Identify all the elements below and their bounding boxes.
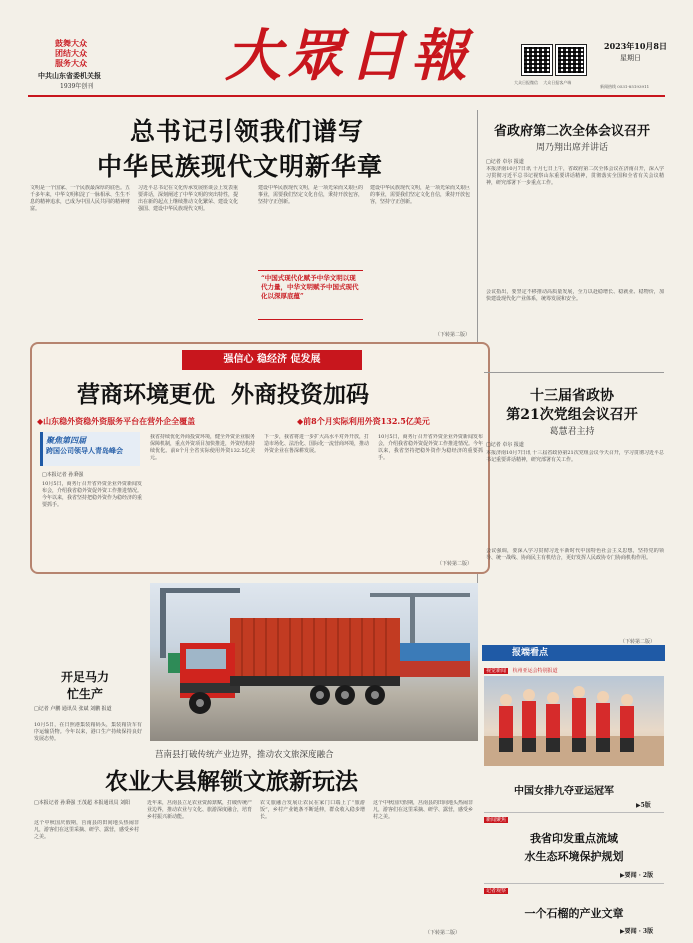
right-mid-paragraph-2: 会议强调，要深入学习贯彻习近平新时代中国特色社会主义思想，坚持党的领导、统一战线、协商民主有机结合，更好发挥人民政协专门协商机构作用。 [486,548,664,561]
slogan-3: 服务大众 [55,58,87,68]
bottom-paragraph-2: 近年来，莒南县立足农业资源禀赋，打破传统产业边界，推动农业与文化、旅游深度融合，培育乡村振兴新动能。 [147,800,252,820]
right-top-body [486,166,664,366]
right-mid-paragraph-1: 本报济南10月7日讯 十三届省政协第21次党组会议今天召开，学习贯彻习近平总书记重要讲话精神，研究部署有关工作。 [486,450,664,463]
feature-subtitle-right [297,416,430,427]
masthead-founded: 1939年创刊 [60,83,94,90]
sidebar-item2-page: ▶要闻 · 2版 [620,872,654,879]
sidebar-item3-page-text: 要闻 · 3版 [624,928,654,935]
pullquote-text: “中国式现代化赋予中华文明以现代力量，中华文明赋予中国式现代化以深厚底蕴” [261,274,359,300]
photo-story-byline: □记者 卢鹏 通讯员 张斌 刘鹏 报道 [34,706,112,712]
photo-story-caption: 10月5日，在日照港集装箱码头，集装箱货车有序运输货物。今年以来，港口生产持续保持良好发展态势。 [34,722,142,742]
feature-sub-left-text: 山东稳外资稳外资服务平台在营外企全覆盖 [43,416,196,426]
feature-subtitle-left [37,416,195,427]
sidebar-item2-title-line1: 我省印发重点流域 [530,832,618,845]
qr-code-app [556,45,586,75]
feature-paragraph-3: 下一步，我省将进一步扩大高水平对外开放，打造市场化、法治化、国际化一流营商环境，推动外资企业在鲁深耕发展。 [264,434,369,454]
masthead-date: 2023年10月8日 [604,41,667,51]
lead-paragraph-3: 建设中华民族现代文明，是一项光荣而又艰巨的事业，需要我们坚定文化自信，秉持开放包容，坚持守正创新。 [258,185,363,205]
feature-end-mark: （下转第二版） [437,561,473,567]
feature-byline: □本报记者 孙秉强 [42,472,84,478]
feature-sub-right-text: 前8个月实际利用外资132.5亿美元 [303,416,430,426]
masthead-title: 大眾日報 [225,23,473,89]
right-mid-rule [484,372,664,373]
feature-box [30,342,490,574]
sidebar-item1-tag: 视觉新闻 [486,668,507,674]
slogan-2: 团结大众 [55,48,87,58]
right-top-subtitle: 周乃翔出席并讲话 [535,143,608,153]
summit-logo-line2: 跨国公司领导人青岛峰会 [46,446,123,455]
sidebar-item1-sublabel: 杭州亚运会特别报道 [512,668,558,674]
sidebar-item3-page: ▶要闻 · 3版 [620,928,654,935]
right-mid-title-line1: 十三届省政协 [530,388,614,404]
photo-story-title-line2: 忙生产 [66,687,103,701]
right-top-byline: □记者 卓尔 报道 [486,159,524,165]
lead-paragraph-2: 习近平总书记在文化传承发展座谈会上发表重要讲话，深刻阐述了中华文明的突出特性，提出在新的起点上继续推动文化繁荣、建设文化强国、建设中华民族现代文明。 [138,185,238,212]
bottom-title: 农业大县解锁文旅新玩法 [105,768,358,795]
right-mid-subtitle: 葛慧君主持 [549,427,595,437]
bullet-icon: ◆ [37,416,44,426]
sidebar-item1-page: ▶5版 [636,802,651,809]
right-top-title: 省政府第二次全体会议召开 [493,124,650,139]
sidebar-rule-2 [484,883,664,884]
sidebar-item3-title: 一个石榴的产业文章 [524,907,624,920]
sidebar-item2-title-line2: 水生态环境保护规划 [524,850,624,863]
bottom-byline: □本报记者 孙秉强 王茂超 本报通讯员 刘阳 [34,800,131,806]
lead-paragraph-3b: 建设中华民族现代文明，是一项光荣而又艰巨的事业，需要我们坚定文化自信，秉持开放包容，坚持守正创新。 [370,185,470,205]
qr-label-app: 大众日报客户端 [543,80,572,85]
right-mid-title-line2: 第21次党组会议召开 [506,407,638,423]
sidebar-section-tag-text: 报端看点 [512,648,549,658]
sidebar-item1-label [484,667,558,674]
masthead-slogans [55,38,115,68]
bottom-kicker: 莒南县打破传统产业边界，推动农文旅深度融合 [155,750,334,760]
right-mid-body [486,450,664,640]
feature-paragraph-2: 我省持续优化外商投资环境，健全外资企业服务保障机制，重点外资项目加快推进，外资结构持续优化。前8个月全省实际使用外资132.5亿美元。 [150,434,255,461]
volleyball-team-illustration [484,676,664,766]
lead-title-line1: 总书记引领我们谱写 [130,117,365,146]
feature-title: 营商环境更优 外商投资加码 [77,381,370,408]
volleyball-photo [484,676,664,766]
bottom-paragraph-1b: 这个中秋国庆假期，莒南县的田间地头热闹非凡，游客们在这里采摘、研学、露营，感受乡村之美。 [373,800,473,820]
qr-code-weixin [522,45,552,75]
slogan-1: 鼓舞大众 [55,38,87,48]
feature-banner: 强信心 稳经济 促发展 [182,350,362,370]
lead-title-line2: 中华民族现代文明新华章 [97,152,384,181]
right-mid-byline: □记者 卓尔 报道 [486,442,524,448]
masthead [0,0,693,95]
lead-pullquote [258,270,363,320]
masthead-phone: 新闻热线 0531-85193911 [600,84,650,89]
summit-logo [40,432,140,466]
lead-paragraph-1: 文明是一个国家、一个民族最深厚的底色。五千多年来，中华文明积淀了一脉相承、生生不息的精神追求，已成为中国人民共同的精神财富。 [30,185,130,212]
right-top-paragraph-1: 本报济南10月7日讯 十月七日上午，省政府第二次全体会议在济南召开，深入学习贯彻习近平总书记视察山东重要讲话精神，贯彻落实全国和全省有关会议精神，研究部署下一步重点工作。 [486,166,664,186]
truck-container-illustration [150,583,478,741]
sidebar-section-tag [482,645,665,661]
bottom-end-mark: （下转第二版） [425,930,461,936]
lead-body [30,185,470,340]
sidebar-rule-1 [484,812,664,813]
feature-paragraph-1: 10月5日，商务厅召开省外资企业外资新闻发布会，介绍我省稳外资促外资工作推进情况。今年以来，我省坚持把稳外资作为稳经济的重要抓手。 [42,481,142,508]
sidebar-item2-page-text: 要闻 · 2版 [624,872,654,879]
bottom-paragraph-3: 农文旅融合发展让农民在家门口端上了“旅游饭”，乡村产业链条不断延伸，群众收入稳步增长。 [260,800,365,820]
bullet-icon: ◆ [297,416,304,426]
port-photo [150,583,478,741]
sidebar-item2-label: 新闻聚焦 [486,817,507,823]
masthead-rule [28,95,665,97]
sidebar-item1-page-text: 5版 [640,802,651,809]
sidebar-item2-tag [484,816,508,823]
summit-logo-line1: 聚焦第四届 [46,435,86,445]
lead-end-mark: （下转第二版） [435,332,471,338]
sidebar-item1-title: 中国女排九夺亚运冠军 [514,786,614,797]
qr-label-weixin: 大众日报微信 [514,80,538,85]
bottom-paragraph-1: 这个中秋国庆假期，莒南县的田间地头热闹非凡，游客们在这里采摘、研学、露营，感受乡村之美。 [34,820,139,840]
masthead-weekday: 星期日 [620,54,641,62]
sidebar-item3-tag [484,887,508,894]
right-top-paragraph-2: 会议指出，要坚定不移推动高质量发展，全力以赴稳增长、稳就业、稳物价，加快建设现代化产业体系，统筹发展和安全。 [486,289,664,302]
photo-story-title-line1: 开足马力 [60,670,109,684]
right-mid-end-mark: （下转第二版） [620,639,656,645]
masthead-org: 中共山东省委机关报 [38,71,101,80]
qr-labels [514,80,594,86]
feature-paragraph-1b: 10月5日，商务厅召开省外资企业外资新闻发布会，介绍我省稳外资促外资工作推进情况。今年以来，我省坚持把稳外资作为稳经济的重要抓手。 [378,434,483,461]
sidebar-item3-label: 记者观察 [486,888,507,894]
